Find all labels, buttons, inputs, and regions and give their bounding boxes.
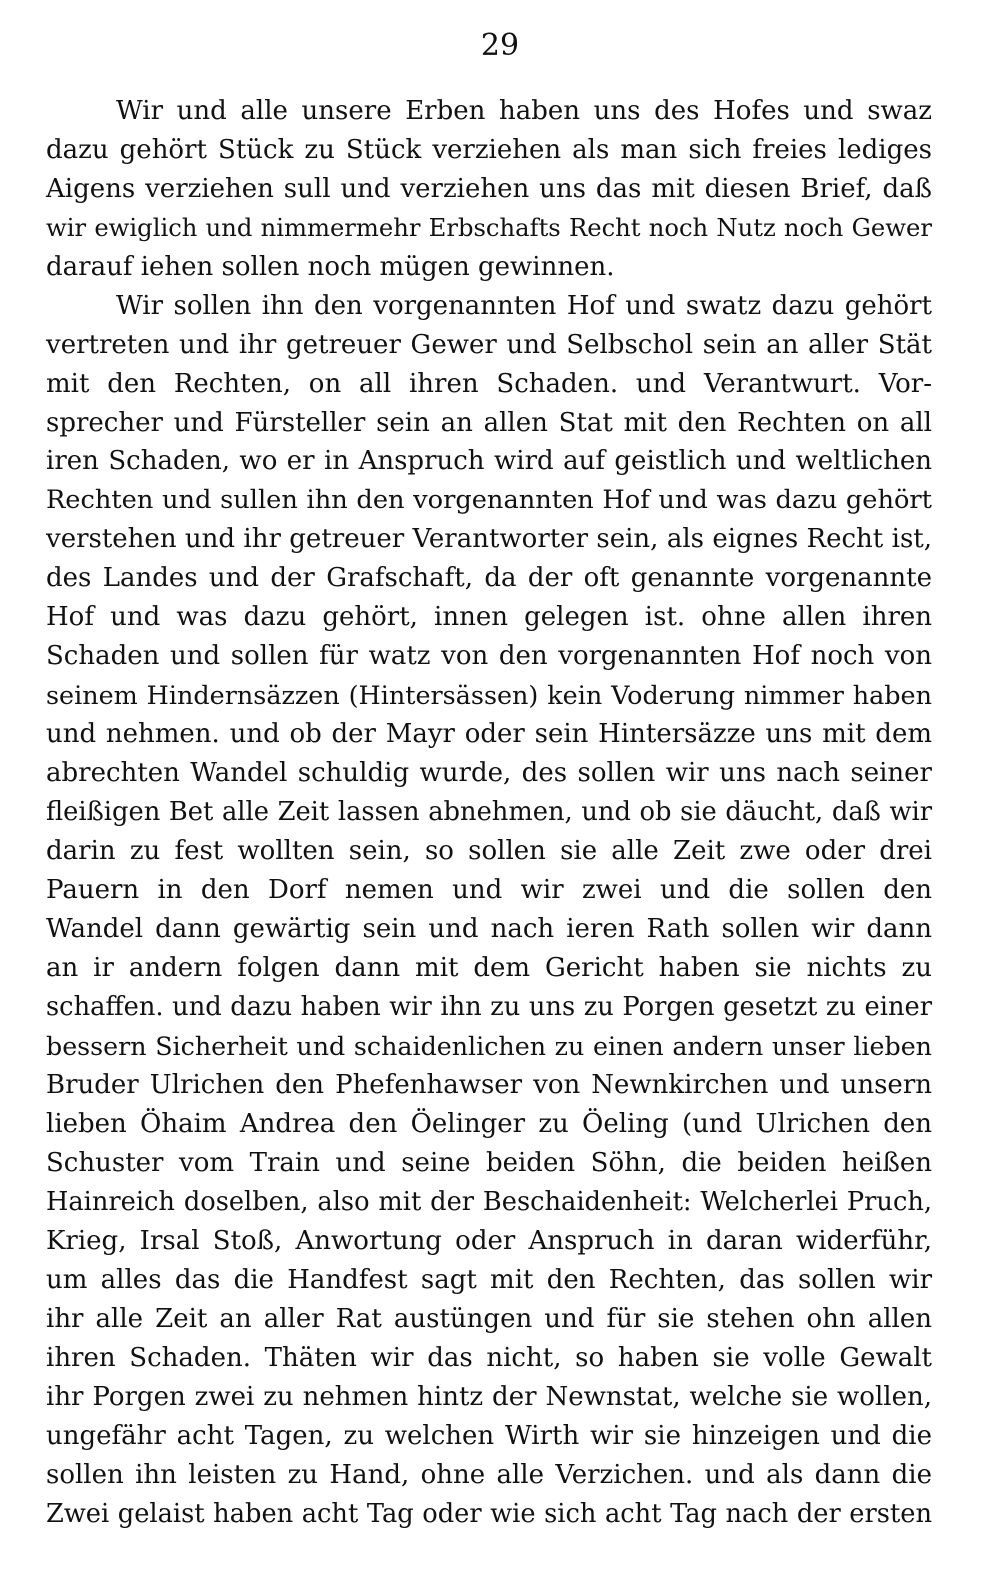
text-line: Schaden und sollen für watz von den vorgenannten Hof noch von bbox=[46, 641, 932, 671]
text-line: Wir und alle unsere Erben haben uns des Hofes und swaz bbox=[116, 96, 932, 126]
text-line: darin zu fest wollten sein, so sollen sie alle Zeit zwe oder drei bbox=[46, 836, 932, 866]
text-line: verstehen und ihr getreuer Verantworter sein, als eignes Recht ist, bbox=[46, 524, 932, 554]
text-line: ihr alle Zeit an aller Rat austüngen und für sie stehen ohn allen bbox=[46, 1304, 932, 1334]
text-line: Hof und was dazu gehört, innen gelegen ist. ohne allen ihren bbox=[46, 602, 932, 632]
text-line: Schuster vom Train und seine beiden Söhn, die beiden heißen bbox=[46, 1148, 932, 1178]
text-line: Wir sollen ihn den vorgenannten Hof und swatz dazu gehört bbox=[116, 291, 932, 321]
text-line: Bruder Ulrichen den Phefenhawser von Newnkirchen und unsern bbox=[46, 1070, 932, 1100]
text-line: fleißigen Bet alle Zeit lassen abnehmen, und ob sie däucht, daß wir bbox=[46, 797, 932, 827]
text-line: Pauern in den Dorf nemen und wir zwei und die sollen den bbox=[46, 875, 932, 905]
text-line: Aigens verziehen sull und verziehen uns das mit diesen Brief, daß bbox=[46, 174, 932, 204]
text-line: mit den Rechten, on all ihren Schaden. und Verantwurt. Vor- bbox=[46, 369, 932, 399]
text-line: iren Schaden, wo er in Anspruch wird auf geistlich und weltlichen bbox=[46, 446, 932, 476]
text-line: lieben Öhaim Andrea den Öelinger zu Öeling (und Ulrichen den bbox=[46, 1109, 932, 1139]
text-line: darauf iehen sollen noch mügen gewinnen. bbox=[46, 252, 615, 282]
text-line: Rechten und sullen ihn den vorgenannten Hof und was dazu gehört bbox=[46, 485, 932, 515]
text-line: wir ewiglich und nimmermehr Erbschafts Recht noch Nutz noch Gewer bbox=[46, 213, 932, 242]
text-line: an ir andern folgen dann mit dem Gericht haben sie nichts zu bbox=[46, 953, 932, 983]
text-line: Krieg, Irsal Stoß, Anwortung oder Anspruch in daran widerführ, bbox=[46, 1226, 932, 1256]
text-line: schaffen. und dazu haben wir ihn zu uns zu Porgen gesetzt zu einer bbox=[46, 992, 932, 1022]
text-line: Zwei gelaist haben acht Tag oder wie sich acht Tag nach der ersten bbox=[46, 1499, 932, 1529]
text-line: sprecher und Fürsteller sein an allen Stat mit den Rechten on all bbox=[46, 408, 932, 438]
text-line: Hainreich doselben, also mit der Beschaidenheit: Welcherlei Pruch, bbox=[46, 1187, 932, 1217]
text-line: sollen ihn leisten zu Hand, ohne alle Verzichen. und als dann die bbox=[46, 1460, 932, 1490]
text-line: dazu gehört Stück zu Stück verziehen als man sich freies lediges bbox=[46, 135, 932, 165]
text-line: und nehmen. und ob der Mayr oder sein Hintersäzze uns mit dem bbox=[46, 719, 932, 749]
text-line: seinem Hindernsäzzen (Hintersässen) kein Voderung nimmer haben bbox=[46, 680, 932, 710]
text-line: ungefähr acht Tagen, zu welchen Wirth wir sie hinzeigen und die bbox=[46, 1421, 932, 1451]
page-number: 29 bbox=[480, 28, 520, 63]
text-line: ihr Porgen zwei zu nehmen hintz der Newnstat, welche sie wollen, bbox=[46, 1382, 932, 1412]
text-line: bessern Sicherheit und schaidenlichen zu einen andern unser lieben bbox=[46, 1031, 932, 1061]
text-line: abrechten Wandel schuldig wurde, des sollen wir uns nach seiner bbox=[46, 758, 932, 788]
text-line: des Landes und der Grafschaft, da der oft genannte vorgenannte bbox=[46, 563, 932, 593]
text-line: ihren Schaden. Thäten wir das nicht, so haben sie volle Gewalt bbox=[46, 1343, 932, 1373]
text-line: vertreten und ihr getreuer Gewer und Selbschol sein an aller Stät bbox=[46, 330, 932, 360]
text-line: um alles das die Handfest sagt mit den Rechten, das sollen wir bbox=[46, 1265, 932, 1295]
text-line: Wandel dann gewärtig sein und nach ieren Rath sollen wir dann bbox=[46, 914, 932, 944]
